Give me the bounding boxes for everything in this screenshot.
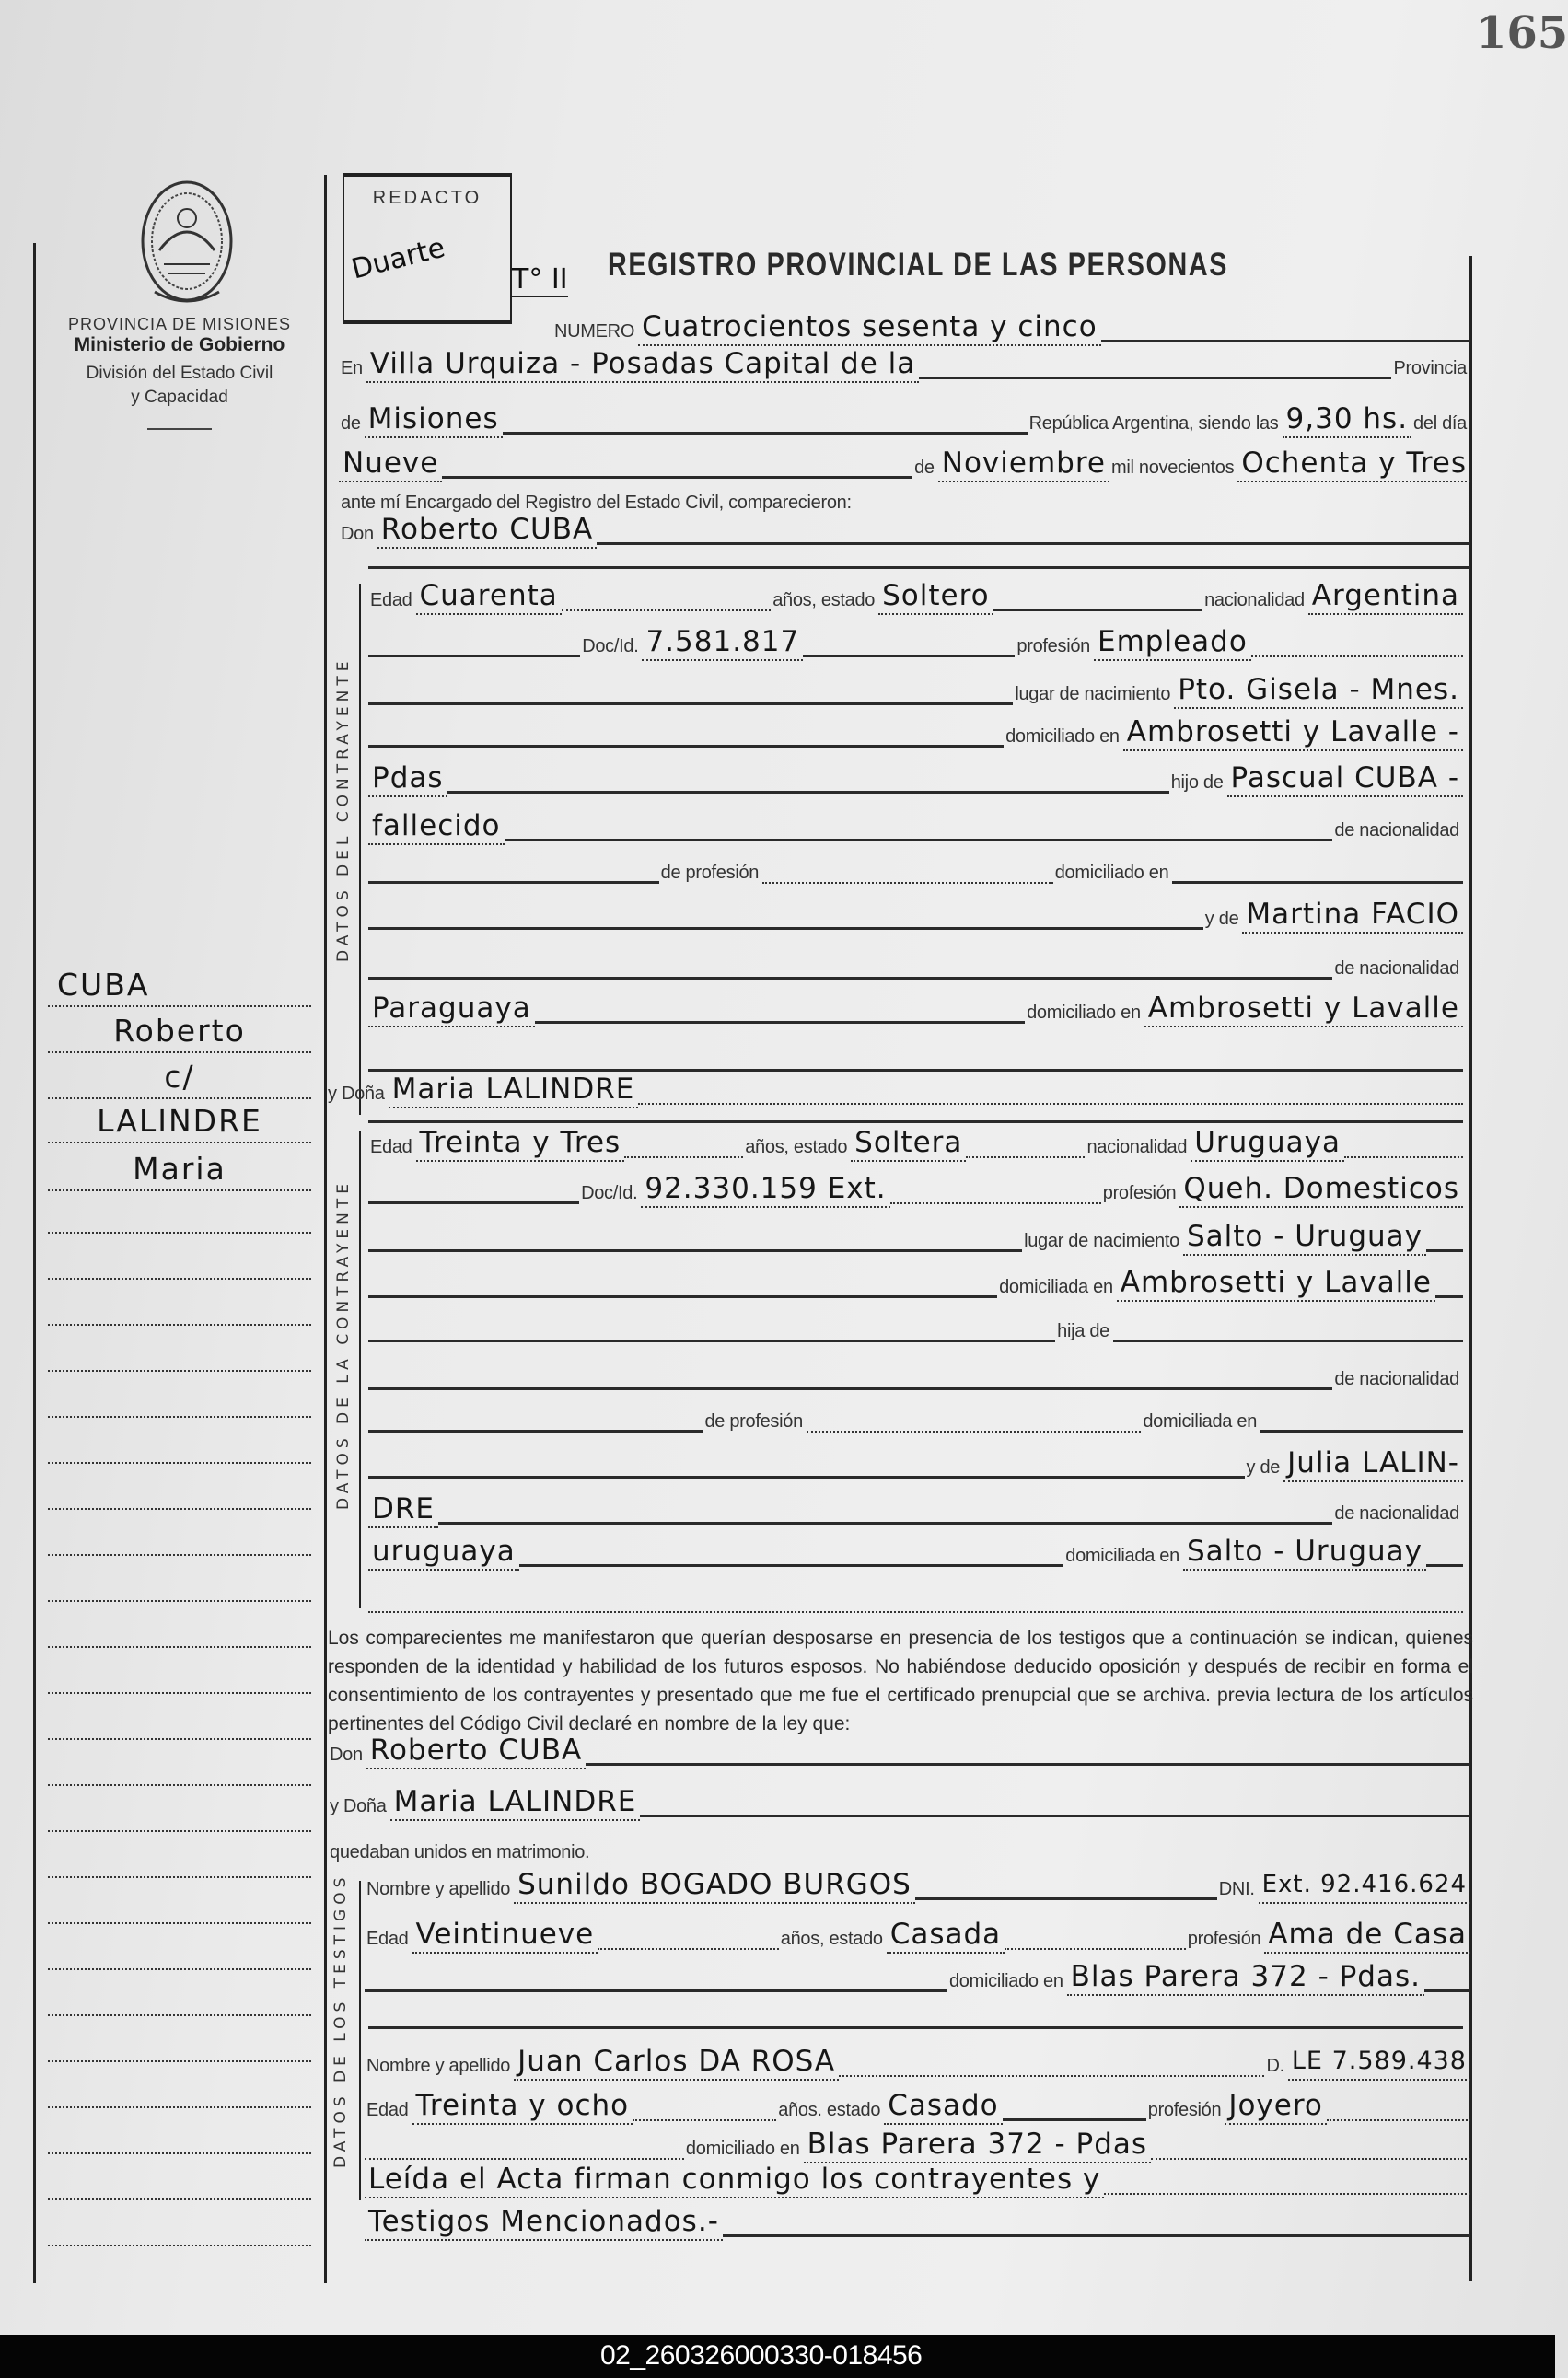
value-profesion: Empleado xyxy=(1094,624,1251,661)
fill-line xyxy=(915,1897,1217,1900)
value-lugar: Villa Urquiza - Posadas Capital de la xyxy=(366,346,919,383)
value-estado: Casado xyxy=(884,2088,1002,2125)
label-en: En xyxy=(341,358,363,378)
label-estado: años, estado xyxy=(745,1137,848,1157)
value-domicilio-cont: Pdas xyxy=(368,760,447,797)
fill-line xyxy=(368,2026,1463,2029)
margin-dotted-line xyxy=(48,1830,311,1832)
redacto-label: REDACTO xyxy=(372,188,482,208)
label-nacionalidad: nacionalidad xyxy=(1086,1137,1188,1157)
margin-dotted-line xyxy=(48,2245,311,2246)
fill-line xyxy=(919,377,1391,379)
label-domicilio: domiciliado en xyxy=(948,1971,1063,1991)
value-madre-cont: DRE xyxy=(368,1491,438,1528)
row-domicilio xyxy=(368,711,1463,751)
fill-line xyxy=(1113,1340,1463,1342)
row-padre-nacionalidad xyxy=(368,805,1463,845)
value-doc: 7.581.817 xyxy=(642,624,803,661)
header-divider xyxy=(147,428,212,430)
value-dona: Maria LALINDRE xyxy=(389,1072,639,1108)
value-cierre: Testigos Mencionados.- xyxy=(365,2204,723,2241)
margin-dotted-line xyxy=(48,2014,311,2016)
row-doc xyxy=(368,621,1463,661)
row-numero xyxy=(552,306,1470,346)
fill-line xyxy=(598,1948,779,1950)
label-estado: años, estado xyxy=(772,590,876,610)
row-cierre xyxy=(365,2200,1470,2241)
margin-dotted-line xyxy=(48,1554,311,1556)
label-ante-mi: ante mí Encargado del Registro del Estado Civil, comparecieron: xyxy=(341,493,852,513)
value-testigo-doc: LE 7.589.438 xyxy=(1288,2044,1470,2081)
row-testigo-nombre xyxy=(365,2040,1470,2081)
value-estado: Soltera xyxy=(851,1125,966,1162)
fill-line xyxy=(368,927,1203,930)
value-lugar-nacimiento: Salto - Uruguay xyxy=(1183,1219,1426,1256)
fill-line xyxy=(762,882,1053,884)
label-de: de xyxy=(914,458,935,478)
label-domicilio: domiciliado en xyxy=(685,2139,800,2159)
row-lugar-nacimiento xyxy=(368,1215,1463,1256)
margin-dotted-line xyxy=(48,2198,311,2200)
row-padre xyxy=(368,757,1463,797)
value-madre-nacionalidad: uruguaya xyxy=(368,1534,519,1571)
row-padre-nacionalidad xyxy=(368,1353,1463,1394)
label-domicilio: domiciliado en xyxy=(1027,1003,1141,1023)
margin-dotted-line xyxy=(48,1692,311,1694)
margin-name: LALINDRE xyxy=(97,1103,262,1139)
row-blank xyxy=(368,532,1470,573)
document-title: REGISTRO PROVINCIAL DE LAS PERSONAS xyxy=(608,247,1229,283)
fill-line xyxy=(368,977,1332,980)
fill-line xyxy=(368,566,1470,569)
margin-name: CUBA xyxy=(57,967,150,1003)
fill-line xyxy=(1426,1564,1463,1567)
value-cierre: Leída el Acta firman conmigo los contrayentes y xyxy=(365,2162,1104,2198)
fill-line xyxy=(368,1387,1332,1390)
label-nacionalidad: nacionalidad xyxy=(1204,590,1305,610)
row-lugar xyxy=(339,342,1470,383)
value-estado: Soltero xyxy=(878,578,993,615)
label-d: D. xyxy=(1266,2056,1284,2076)
section-label-testigos: DATOS DE LOS TESTIGOS xyxy=(331,1873,350,2168)
row-testigo-domicilio xyxy=(365,1955,1470,1996)
margin-dotted-line xyxy=(48,1189,311,1191)
fill-line xyxy=(1426,1249,1463,1252)
row-domicilio xyxy=(368,1261,1463,1302)
label-doc: Doc/Id. xyxy=(582,636,639,656)
fill-line xyxy=(640,1815,1470,1817)
label-profesion: profesión xyxy=(1187,1929,1261,1949)
label-de: de xyxy=(341,413,361,434)
row-hija-de xyxy=(368,1305,1463,1346)
value-don: Roberto CUBA xyxy=(377,512,597,549)
value-edad: Veintinueve xyxy=(412,1917,598,1954)
label-domicilio: domiciliada en xyxy=(1143,1411,1258,1432)
margin-name: c/ xyxy=(164,1059,195,1095)
value-dona: Maria LALINDRE xyxy=(390,1784,641,1821)
declaration-paragraph: Los comparecientes me manifestaron que querían desposarse en presencia de los testigos que a continuación se indican, quienes responden de la identidad y habilidad de los futuros esposos. No habiéndose deducido oposición y después de recibir en forma el consentimiento de los contrayentes y presentado que me fue el certificado prenupcial que se archiva. previa lectura de los artículos pertinentes del Código Civil declaré en nombre de la ley que: xyxy=(328,1628,1473,1734)
label-domicilio: domiciliada en xyxy=(999,1277,1113,1297)
fill-line xyxy=(447,791,1169,794)
value-padre-cont: fallecido xyxy=(368,808,505,845)
margin-dotted-line xyxy=(48,1142,311,1143)
label-domicilio: domiciliado en xyxy=(1005,726,1120,747)
row-edad xyxy=(368,574,1463,615)
row-matrimonio-don xyxy=(328,1729,1470,1769)
value-doc: 92.330.159 Ext. xyxy=(641,1171,889,1208)
label-republica: República Argentina, siendo las xyxy=(1028,413,1279,434)
fill-line xyxy=(368,1249,1022,1252)
label-nombre: Nombre y apellido xyxy=(366,1879,511,1899)
margin-dotted-line xyxy=(48,1232,311,1234)
margin-dotted-line xyxy=(48,1324,311,1326)
value-testigo-nombre: Juan Carlos DA ROSA xyxy=(514,2044,839,2081)
ministry-name: Ministerio de Gobierno xyxy=(74,334,285,355)
value-nacionalidad: Argentina xyxy=(1308,578,1463,615)
fill-line xyxy=(1172,881,1463,884)
label-profesion: profesión xyxy=(1016,636,1090,656)
value-madre-domicilio: Salto - Uruguay xyxy=(1183,1534,1426,1571)
row-matrimonio-dona xyxy=(328,1781,1470,1821)
value-don: Roberto CUBA xyxy=(366,1733,586,1769)
label-de-nacionalidad: de nacionalidad xyxy=(1334,1503,1459,1524)
section-border xyxy=(359,1131,361,1608)
label-edad: Edad xyxy=(370,1137,412,1157)
margin-dotted-line xyxy=(48,2060,311,2062)
fill-line xyxy=(438,1522,1332,1525)
fill-line xyxy=(890,1202,1101,1204)
value-anio: Ochenta y Tres xyxy=(1237,446,1470,482)
label-don: Don xyxy=(341,524,374,544)
value-testigo-doc: Ext. 92.416.624 xyxy=(1259,1867,1470,1904)
redacto-box xyxy=(343,173,512,324)
fill-line xyxy=(1260,1430,1463,1433)
label-lugar-nacimiento: lugar de nacimiento xyxy=(1015,684,1171,704)
value-madre-nacionalidad: Paraguaya xyxy=(368,991,535,1027)
value-domicilio: Blas Parera 372 - Pdas. xyxy=(1067,1959,1424,1996)
fill-line xyxy=(1327,2119,1470,2121)
section-label-contrayenta: DATOS DE LA CONTRAYENTE xyxy=(334,1179,353,1510)
tomo: T° II xyxy=(512,263,568,296)
label-de-nacionalidad: de nacionalidad xyxy=(1334,1369,1459,1389)
row-madre-nacionalidad-label xyxy=(368,943,1463,983)
margin-dotted-line xyxy=(48,1738,311,1740)
row-lugar-nacimiento xyxy=(368,668,1463,709)
label-quedaban: quedaban unidos en matrimonio. xyxy=(330,1842,590,1862)
label-de-profesion: de profesión xyxy=(704,1411,803,1432)
row-blank xyxy=(368,1992,1463,2033)
margin-dotted-line xyxy=(48,1370,311,1372)
label-dni: DNI. xyxy=(1218,1879,1255,1899)
value-numero: Cuatrocientos sesenta y cinco xyxy=(638,309,1101,346)
margin-left-border xyxy=(33,243,36,2283)
footer-bar xyxy=(0,2335,1555,2378)
value-edad: Treinta y ocho xyxy=(412,2088,633,2125)
value-madre: Julia LALIN- xyxy=(1283,1445,1463,1482)
fill-line xyxy=(1344,1156,1463,1158)
margin-name: Roberto xyxy=(113,1013,246,1049)
label-domicilio: domiciliado en xyxy=(1054,863,1169,883)
fill-line xyxy=(1435,1295,1463,1298)
province-name: PROVINCIA DE MISIONES xyxy=(67,315,292,333)
fill-line xyxy=(503,432,1028,435)
margin-dotted-line xyxy=(48,1005,311,1007)
value-profesion: Ama de Casa xyxy=(1264,1917,1470,1954)
label-edad: Edad xyxy=(366,2100,409,2120)
label-estado: años. estado xyxy=(778,2100,881,2120)
row-doc xyxy=(368,1167,1463,1208)
value-edad: Treinta y Tres xyxy=(416,1125,625,1162)
value-dia: Nueve xyxy=(339,446,442,482)
margin-dotted-line xyxy=(48,1051,311,1053)
margin-dotted-line xyxy=(48,1876,311,1878)
margin-dotted-line xyxy=(48,2152,311,2154)
row-padre-profesion xyxy=(368,1396,1463,1436)
label-y-de: y de xyxy=(1246,1457,1281,1478)
fill-line xyxy=(505,839,1333,841)
value-estado: Casada xyxy=(887,1917,1005,1954)
value-profesion: Joyero xyxy=(1225,2088,1327,2125)
division-name-2: y Capacidad xyxy=(131,388,228,407)
margin-dotted-line xyxy=(48,1922,311,1924)
margin-dotted-line xyxy=(48,1097,311,1099)
row-testigo-edad xyxy=(365,1913,1470,1954)
fill-line xyxy=(562,609,771,611)
label-estado: años, estado xyxy=(780,1929,883,1949)
fill-line xyxy=(368,1611,1463,1613)
fill-line xyxy=(368,881,659,884)
fill-line xyxy=(519,1564,1064,1567)
label-del-dia: del día xyxy=(1413,413,1467,434)
redacto-signature: Duarte xyxy=(348,231,448,286)
section-border xyxy=(359,584,361,1115)
value-domicilio: Blas Parera 372 - Pdas xyxy=(804,2127,1152,2163)
row-cierre xyxy=(365,2158,1470,2198)
label-hijo-de: hijo de xyxy=(1170,772,1224,793)
row-madre-nacionalidad-label xyxy=(368,1488,1463,1528)
provincial-seal xyxy=(136,177,238,306)
fill-line xyxy=(839,2075,1264,2077)
margin-dotted-line xyxy=(48,2106,311,2108)
fill-line xyxy=(368,655,580,657)
label-y-dona: y Doña xyxy=(330,1796,387,1816)
row-testigo-nombre xyxy=(365,1863,1470,1904)
margin-dotted-line xyxy=(48,1600,311,1602)
label-lugar-nacimiento: lugar de nacimiento xyxy=(1024,1231,1179,1251)
label-edad: Edad xyxy=(366,1929,409,1949)
margin-dotted-line xyxy=(48,1784,311,1786)
footer-id: 02_260326000330-018456 xyxy=(600,2340,923,2371)
label-y-dona: y Doña xyxy=(328,1084,385,1104)
label-y-de: y de xyxy=(1204,909,1239,929)
fill-line xyxy=(966,1156,1085,1158)
row-madre-domicilio xyxy=(368,1530,1463,1571)
margin-right-border xyxy=(324,175,327,2283)
division-name: División del Estado Civil xyxy=(86,364,273,383)
fill-line xyxy=(368,1476,1245,1479)
label-de-nacionalidad: de nacionalidad xyxy=(1334,820,1459,841)
label-doc: Doc/Id. xyxy=(581,1183,638,1203)
label-don: Don xyxy=(330,1745,363,1765)
label-hija-de: hija de xyxy=(1057,1321,1109,1341)
row-edad xyxy=(368,1121,1463,1162)
row-madre xyxy=(368,1442,1463,1482)
margin-dotted-line xyxy=(48,1646,311,1648)
value-mes: Noviembre xyxy=(938,446,1109,482)
value-testigo-nombre: Sunildo BOGADO BURGOS xyxy=(514,1867,915,1904)
label-domicilio: domiciliada en xyxy=(1065,1546,1179,1566)
fill-line xyxy=(535,1021,1025,1024)
page-number: 165 xyxy=(1476,7,1568,59)
margin-dotted-line xyxy=(48,1508,311,1510)
fill-line xyxy=(1003,2118,1146,2121)
fill-line xyxy=(368,1340,1055,1342)
value-madre: Martina FACIO xyxy=(1242,897,1463,934)
value-domicilio: Ambrosetti y Lavalle xyxy=(1117,1265,1435,1302)
fill-line xyxy=(807,1431,1141,1433)
label-provincia: Provincia xyxy=(1393,358,1467,378)
label-de-nacionalidad: de nacionalidad xyxy=(1334,958,1459,979)
fill-line xyxy=(586,1763,1470,1766)
margin-dotted-line xyxy=(48,1968,311,1970)
value-lugar-nacimiento: Pto. Gisela - Mnes. xyxy=(1174,672,1463,709)
row-testigo-edad xyxy=(365,2084,1470,2125)
row-padre-profesion xyxy=(368,847,1463,887)
fill-line xyxy=(624,1156,743,1158)
fill-line xyxy=(633,2119,776,2121)
fill-line xyxy=(1251,655,1463,657)
fill-line xyxy=(368,745,1004,748)
label-numero: NUMERO xyxy=(554,321,635,342)
row-madre-domicilio xyxy=(368,987,1463,1027)
value-provincia: Misiones xyxy=(365,401,503,438)
label-de-profesion: de profesión xyxy=(660,863,760,883)
fill-line xyxy=(993,609,1202,611)
value-padre: Pascual CUBA - xyxy=(1227,760,1463,797)
fill-line xyxy=(368,1430,703,1433)
row-quedaban xyxy=(328,1827,1470,1867)
row-madre xyxy=(368,893,1463,934)
margin-dotted-line xyxy=(48,1278,311,1280)
value-domicilio: Ambrosetti y Lavalle - xyxy=(1123,714,1463,751)
value-madre-domicilio: Ambrosetti y Lavalle xyxy=(1144,991,1463,1027)
fill-line xyxy=(368,1201,579,1204)
fill-line xyxy=(368,1295,997,1298)
row-provincia xyxy=(339,398,1470,438)
label-profesion: profesión xyxy=(1147,2100,1222,2120)
label-edad: Edad xyxy=(370,590,412,610)
value-hora: 9,30 hs. xyxy=(1283,401,1412,438)
fill-line xyxy=(1104,2193,1470,2195)
section-border xyxy=(359,1881,361,2200)
ministry-header xyxy=(37,315,322,430)
value-profesion: Queh. Domesticos xyxy=(1179,1171,1463,1208)
fill-line xyxy=(723,2234,1470,2237)
margin-name: Maria xyxy=(133,1151,226,1187)
label-profesion: profesión xyxy=(1102,1183,1177,1203)
margin-dotted-line xyxy=(48,1462,311,1464)
value-nacionalidad: Uruguaya xyxy=(1191,1125,1344,1162)
value-edad: Cuarenta xyxy=(416,578,562,615)
fill-line xyxy=(368,702,1013,705)
row-blank xyxy=(368,1576,1463,1617)
label-mil-novecientos: mil novecientos xyxy=(1110,458,1235,478)
fill-line xyxy=(1005,1948,1186,1950)
label-nombre: Nombre y apellido xyxy=(366,2056,511,2076)
fill-line xyxy=(803,655,1015,657)
margin-dotted-line xyxy=(48,1416,311,1418)
section-label-contrayente: DATOS DEL CONTRAYENTE xyxy=(334,656,353,962)
